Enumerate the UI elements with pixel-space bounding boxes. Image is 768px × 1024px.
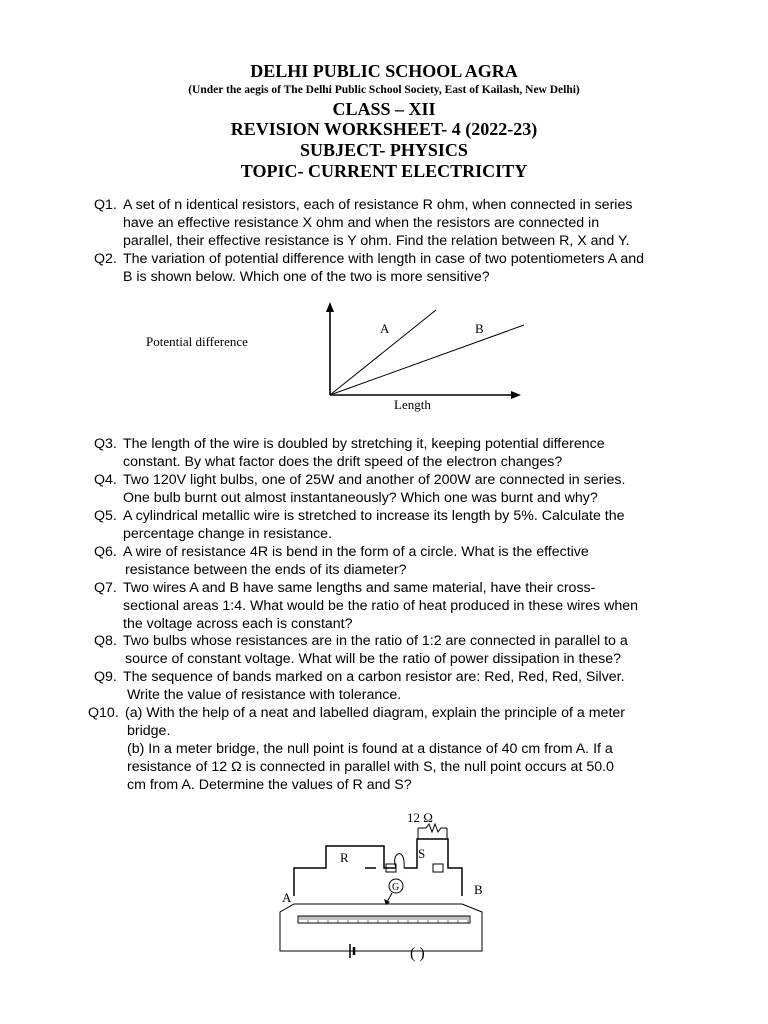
resistor-12-label: 12 Ω xyxy=(407,810,433,825)
label-b: B xyxy=(474,882,483,897)
question-number: Q10. xyxy=(88,705,119,721)
topic-title: TOPIC- CURRENT ELECTRICITY xyxy=(240,161,528,181)
question-number: Q5. xyxy=(94,508,117,524)
graph-ylabel: Potential difference xyxy=(146,334,248,349)
question-text-line: Two bulbs whose resistances are in the ratio of 1:2 are connected in parallel to a xyxy=(123,633,628,649)
question-number: Q1. xyxy=(94,197,117,213)
subject-title: SUBJECT- PHYSICS xyxy=(300,140,468,160)
question-text-line: Two 120V light bulbs, one of 25W and another of 200W are connected in series. xyxy=(123,472,626,488)
label-g: G xyxy=(392,882,400,893)
key: ( ) xyxy=(410,945,425,962)
question-text-line: The length of the wire is doubled by stretching it, keeping potential difference xyxy=(123,436,605,452)
school-aegis: (Under the aegis of The Delhi Public School Society, East of Kailash, New Delhi) xyxy=(188,84,580,96)
question-text-line: have an effective resistance X ohm and when the resistors are connected in xyxy=(123,215,600,231)
school-name: DELHI PUBLIC SCHOOL AGRA xyxy=(250,61,518,81)
question-text-line: A set of n identical resistors, each of resistance R ohm, when connected in series xyxy=(123,197,633,213)
question-text-line: parallel, their effective resistance is Y ohm. Find the relation between R, X and Y. xyxy=(123,233,630,249)
potentiometer-graph xyxy=(140,300,540,418)
question-text-line: A wire of resistance 4R is bend in the form of a circle. What is the effective xyxy=(123,544,589,560)
label-a: A xyxy=(282,890,292,905)
meter-bridge-diagram xyxy=(272,806,502,966)
question-number: Q3. xyxy=(94,436,117,452)
graph-xlabel: Length xyxy=(394,397,431,412)
worksheet-title: REVISION WORKSHEET- 4 (2022-23) xyxy=(230,119,538,139)
question-text-line: The sequence of bands marked on a carbon resistor are: Red, Red, Red, Silver. xyxy=(123,669,625,685)
label-s: S xyxy=(418,846,426,861)
question-text-line: (a) With the help of a neat and labelled diagram, explain the principle of a meter xyxy=(125,705,626,721)
question-text-line: bridge. xyxy=(127,723,171,739)
label-r: R xyxy=(340,850,349,865)
question-text-line: A cylindrical metallic wire is stretched to increase its length by 5%. Calculate the xyxy=(123,508,625,524)
question-text-line: resistance between the ends of its diameter? xyxy=(125,562,407,578)
question-number: Q2. xyxy=(94,251,117,267)
question-text-line: constant. By what factor does the drift speed of the electron changes? xyxy=(123,454,563,470)
class-title: CLASS – XII xyxy=(332,99,436,119)
question-text-line: (b) In a meter bridge, the null point is found at a distance of 40 cm from A. If a xyxy=(127,741,613,757)
question-number: Q9. xyxy=(94,669,117,685)
question-number: Q7. xyxy=(94,580,117,596)
line-b xyxy=(330,325,524,395)
question-text-line: The variation of potential difference with length in case of two potentiometers A and xyxy=(123,251,645,267)
question-number: Q6. xyxy=(94,544,117,560)
line-a-label: A xyxy=(380,321,390,336)
question-text-line: cm from A. Determine the values of R and S? xyxy=(127,777,412,793)
question-number: Q4. xyxy=(94,472,117,488)
question-text-line: sectional areas 1:4. What would be the ratio of heat produced in these wires when xyxy=(123,598,638,614)
question-text-line: resistance of 12 Ω is connected in parallel with S, the null point occurs at 50.0 xyxy=(127,759,614,775)
question-number: Q8. xyxy=(94,633,117,649)
question-text-line: One bulb burnt out almost instantaneously? Which one was burnt and why? xyxy=(123,490,598,506)
x-axis-arrow xyxy=(511,391,521,399)
question-text-line: Two wires A and B have same lengths and same material, have their cross- xyxy=(123,580,596,596)
y-axis-arrow xyxy=(326,302,334,312)
question-text-line: B is shown below. Which one of the two is more sensitive? xyxy=(123,269,490,285)
resistor-12-symbol xyxy=(418,824,447,832)
question-text-line: source of constant voltage. What will be the ratio of power dissipation in these? xyxy=(125,651,622,667)
question-text-line: Write the value of resistance with tolerance. xyxy=(127,687,402,703)
question-text-line: percentage change in resistance. xyxy=(123,526,333,542)
question-text-line: the voltage across each is constant? xyxy=(123,616,353,632)
line-b-label: B xyxy=(475,321,484,336)
